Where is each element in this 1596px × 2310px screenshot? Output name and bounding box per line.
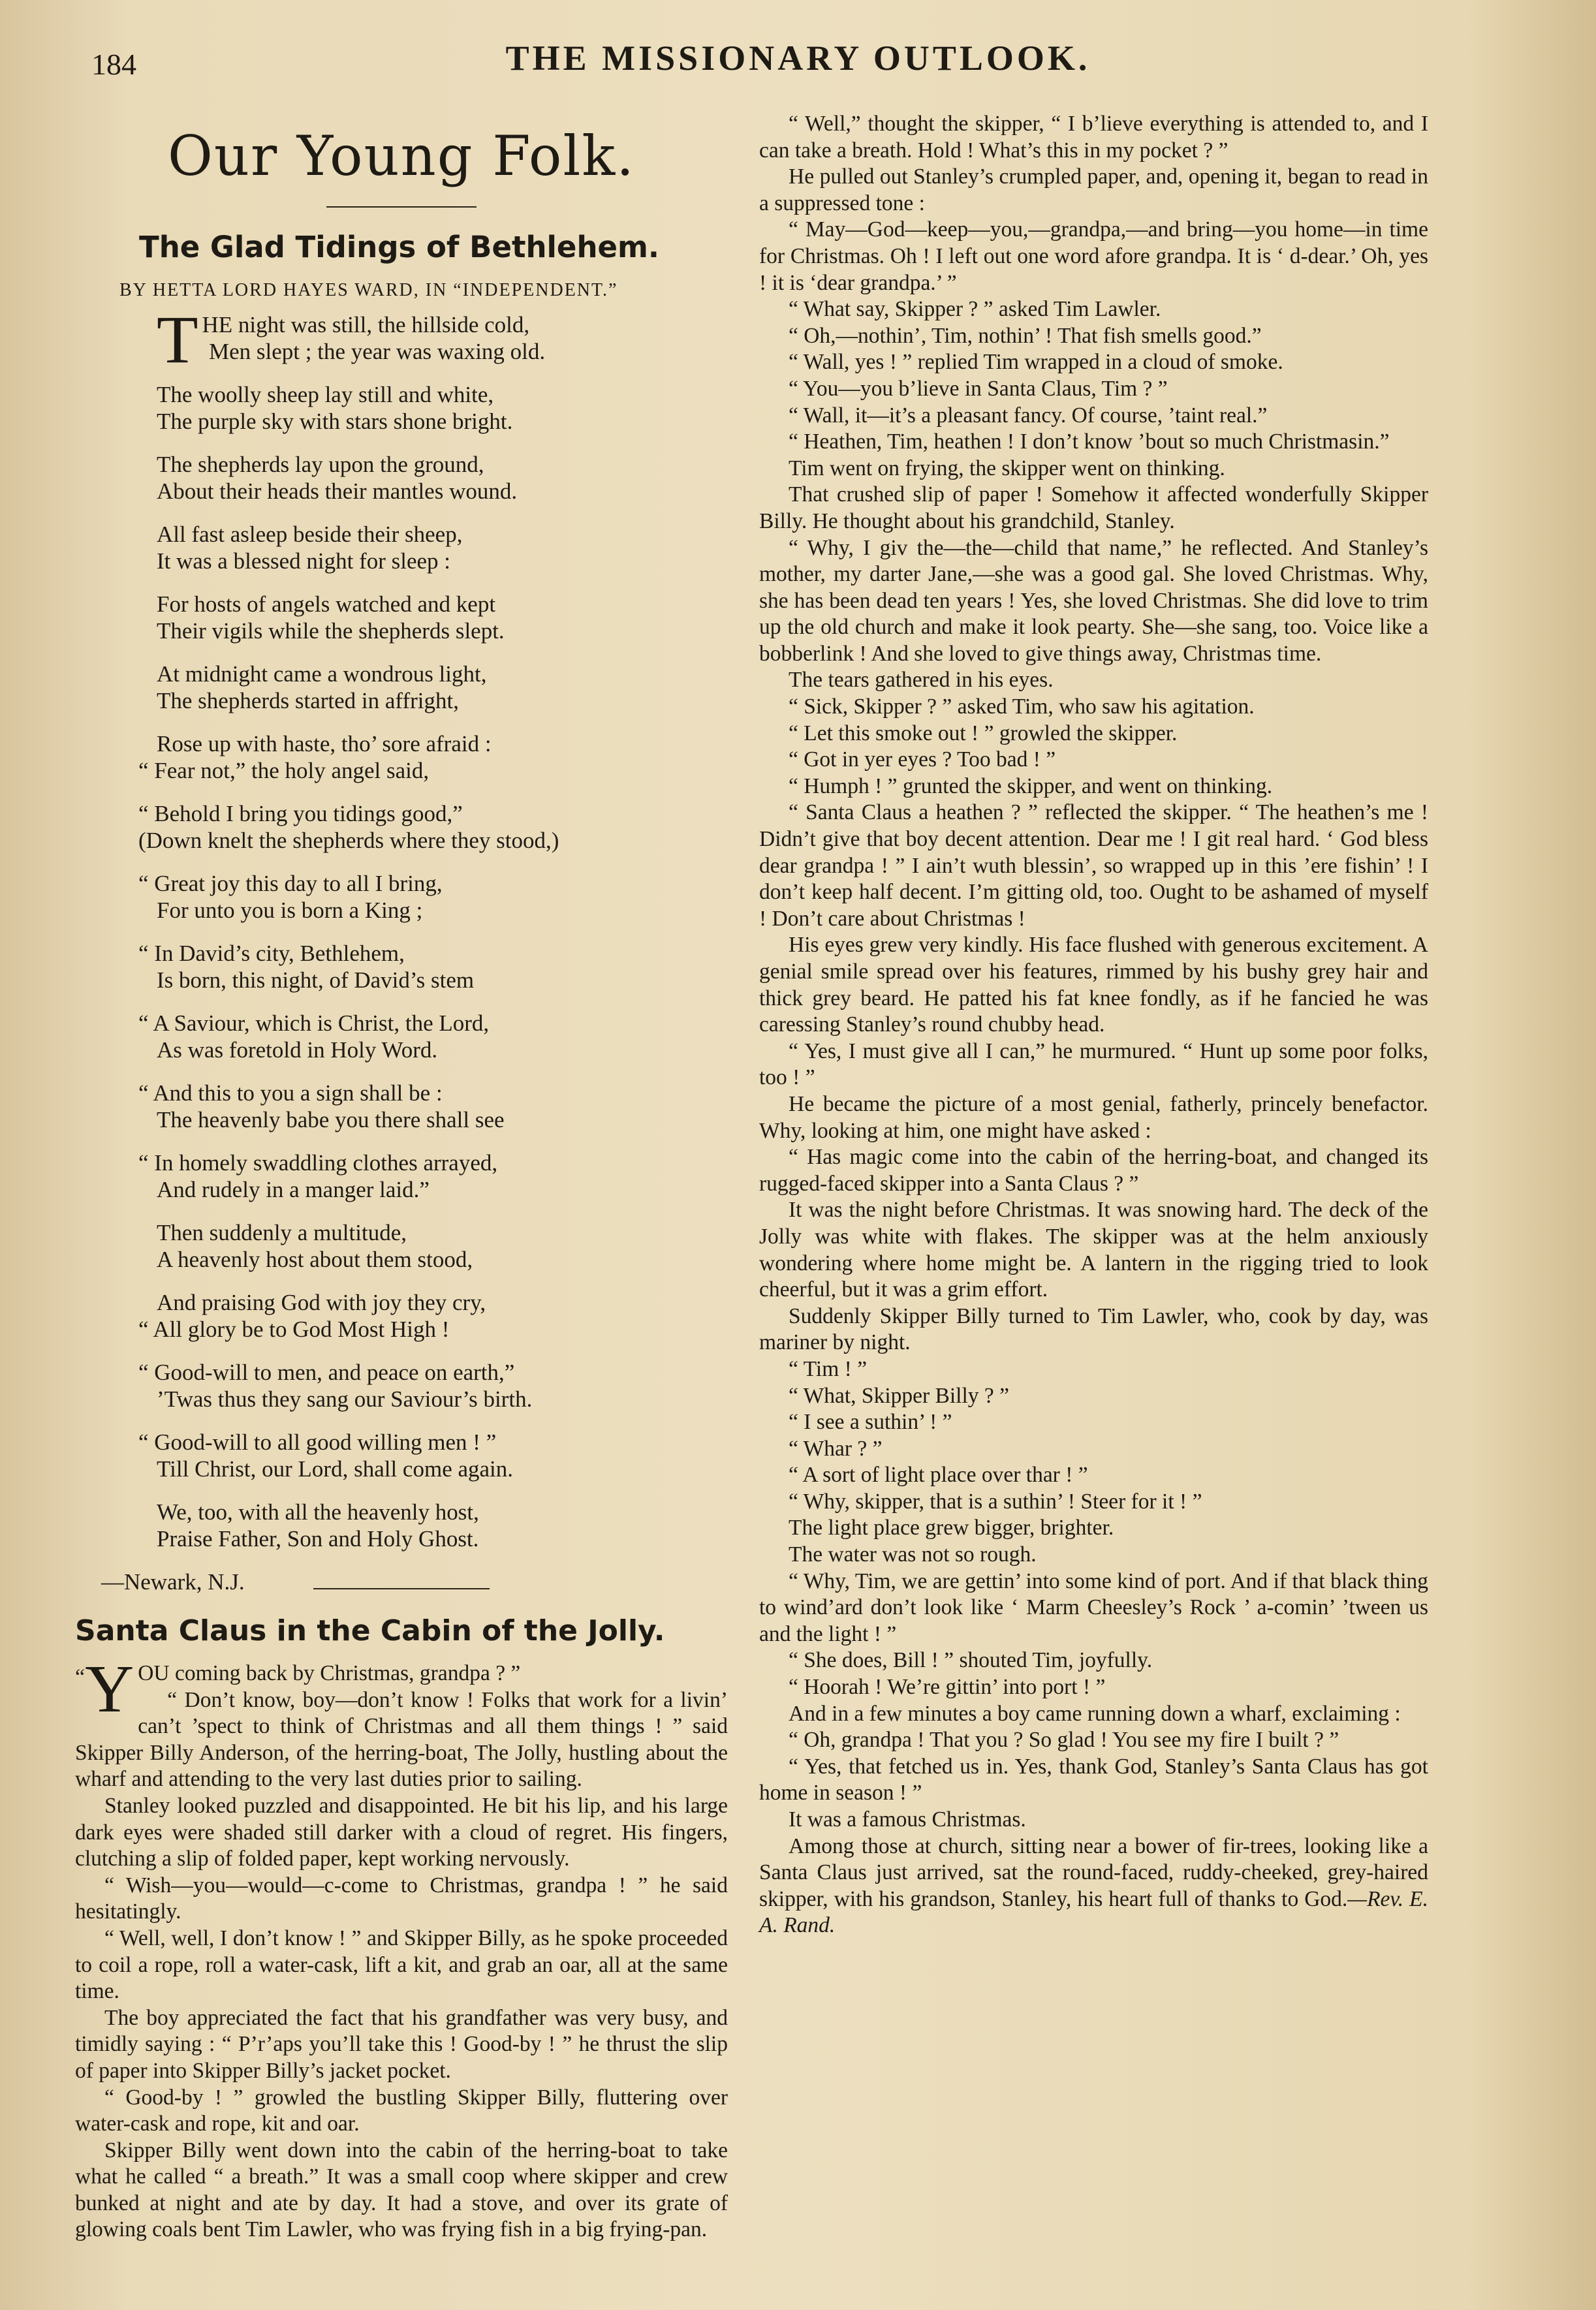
title-rule — [326, 206, 477, 208]
poem-stanza — [138, 1149, 728, 1203]
story-paragraph: “ Why, Tim, we are gettin’ into some kind of port. And if that black thing to wind’ard don’t look like ‘ Marm Cheesley’s Rock ’ a-comin’ ’tween us and the light ! ” — [759, 1569, 1428, 1646]
story-paragraph: “ Heathen, Tim, heathen ! I don’t know ’bout so much Christmasin.” — [789, 429, 1390, 454]
story-paragraph: The light place grew bigger, brighter. — [789, 1516, 1114, 1540]
story-paragraph: “ Oh,—nothin’, Tim, nothin’ ! That fish smells good.” — [789, 323, 1262, 348]
poem-stanza — [138, 870, 728, 924]
poem-line: The purple sky with stars shone bright. — [157, 409, 513, 434]
story-paragraph: “ Good-by ! ” growled the bustling Skipper Billy, fluttering over water-cask and rope, kit and oar. — [75, 2085, 728, 2136]
story-rule — [313, 1588, 490, 1589]
poem-line: And rudely in a manger laid.” — [157, 1177, 430, 1202]
story-paragraph: That crushed slip of paper ! Somehow it affected wonderfully Skipper Billy. He thought about his grandchild, Stanley. — [759, 482, 1428, 533]
poem-line: Till Christ, our Lord, shall come again. — [157, 1456, 514, 1482]
poem-stanza — [157, 1219, 728, 1273]
final-paragraph-text: Among those at church, sitting near a bower of fir-trees, looking like a Santa Claus just arrived, sat the round-faced, ruddy-cheeked, grey-haired skipper, with his grandson, Stanley, his heart full of thanks to God. — [759, 1834, 1428, 1911]
poem-stanza — [157, 661, 728, 714]
poem-line: Is born, this night, of David’s stem — [157, 967, 475, 993]
story-right-text — [759, 111, 1428, 1834]
poem-stanza — [138, 800, 728, 854]
story-paragraph: “ She does, Bill ! ” shouted Tim, joyfully. — [789, 1648, 1153, 1673]
poem-line: It was a blessed night for sleep : — [157, 548, 451, 574]
poem-stanza — [138, 1010, 728, 1063]
story-paragraph-text: OU coming back by Christmas, grandpa ? ” — [138, 1661, 521, 1685]
poem-stanza — [138, 940, 728, 993]
story-paragraph: The tears gathered in his eyes. — [789, 668, 1054, 693]
story-paragraph: “ Why, skipper, that is a suthin’ ! Steer for it ! ” — [789, 1489, 1202, 1514]
poem-line: “ Good-will to all good willing men ! ” — [138, 1429, 497, 1455]
poem-stanza — [157, 381, 728, 435]
story-paragraph: “ You—you b’lieve in Santa Claus, Tim ? ” — [789, 376, 1168, 401]
poem-line: (Down knelt the shepherds where they stood,) — [138, 828, 559, 853]
poem-stanza — [157, 302, 728, 377]
story-paragraph: “ Whar ? ” — [789, 1436, 883, 1461]
poem-stanza — [157, 521, 728, 574]
poem-line: “ Good-will to men, and peace on earth,” — [138, 1360, 515, 1385]
poem-line: “ A Saviour, which is Christ, the Lord, — [138, 1010, 490, 1036]
poem-line: Men slept ; the year was waxing old. — [209, 339, 546, 364]
story-paragraph: “ Has magic come into the cabin of the herring-boat, and changed its rugged-faced skipper into a Santa Claus ? ” — [759, 1145, 1428, 1196]
story-paragraph: Suddenly Skipper Billy turned to Tim Lawler, who, cook by day, was mariner by night. — [759, 1303, 1428, 1355]
story-paragraph: And in a few minutes a boy came running down a wharf, exclaiming : — [789, 1701, 1401, 1726]
poem-line: ’Twas thus they sang our Saviour’s birth. — [157, 1386, 533, 1412]
story-final-paragraph — [759, 1834, 1428, 1939]
page-number: 184 — [91, 48, 136, 81]
story-left-text — [75, 1651, 728, 2243]
poem — [138, 302, 728, 1552]
poem-place: —Newark, N.J. — [101, 1569, 245, 1595]
poem-line: “ In David’s city, Bethlehem, — [138, 941, 405, 966]
poem-line: Their vigils while the shepherds slept. — [157, 618, 505, 644]
opening-quote: “ — [75, 1665, 86, 1689]
poem-stanza — [157, 451, 728, 505]
poem-line: At midnight came a wondrous light, — [157, 661, 487, 687]
story-paragraph: “ Wall, yes ! ” replied Tim wrapped in a cloud of smoke. — [789, 350, 1283, 375]
story-paragraph: “ Don’t know, boy—don’t know ! Folks that work for a livin’ can’t ’spect to think of Christmas and all them things ! ” said Skipper Billy Anderson, of the herring-boat, The Jolly, hustling about the wharf and attending to the very last duties prior to sailing. — [75, 1687, 728, 1792]
section-title: Our Young Folk. — [168, 124, 635, 188]
left-column — [75, 117, 728, 2243]
right-column — [759, 111, 1428, 1939]
story-paragraph: “ Hoorah ! We’re gittin’ into port ! ” — [789, 1675, 1106, 1700]
poem-line: Then suddenly a multitude, — [157, 1220, 407, 1245]
poem-byline: BY HETTA LORD HAYES WARD, IN “INDEPENDENT.” — [119, 280, 618, 300]
story-paragraph — [75, 1651, 728, 1726]
story-paragraph: “ Well,” thought the skipper, “ I b’lieve everything is attended to, and I can take a breath. Hold ! What’s this in my pocket ? ” — [759, 112, 1428, 163]
poem-line: A heavenly host about them stood, — [157, 1247, 473, 1272]
poem-line: As was foretold in Holy Word. — [157, 1037, 438, 1063]
story-paragraph: “ Sick, Skipper ? ” asked Tim, who saw his agitation. — [789, 695, 1255, 719]
story-paragraph: “ May—God—keep—you,—grandpa,—and bring—you home—in time for Christmas. Oh ! I left out one word afore grandpa. It is ‘ d-dear.’ Oh, yes ! it is ‘dear grandpa.’ ” — [759, 217, 1428, 295]
story-paragraph: “ Well, well, I don’t know ! ” and Skipper Billy, as he spoke proceeded to coil a rope, roll a water-cask, lift a kit, and grab an oar, all at the same time. — [75, 1926, 728, 2004]
poem-stanza — [138, 1429, 728, 1482]
story-paragraph: His eyes grew very kindly. His face flushed with generous excitement. A genial smile spread over his features, rimmed by his bushy grey hair and thick grey beard. He patted his fat knee fondly, as if he fancied he was caressing Stanley’s round chubby head. — [759, 933, 1428, 1037]
story-paragraph: “ Humph ! ” grunted the skipper, and went on thinking. — [789, 773, 1273, 798]
story-paragraph: “ Let this smoke out ! ” growled the skipper. — [789, 721, 1178, 745]
story-paragraph: “ Wish—you—would—c-come to Christmas, grandpa ! ” he said hesitatingly. — [75, 1873, 728, 1924]
story-paragraph: The boy appreciated the fact that his grandfather was very busy, and timidly saying : “ P’r’aps you’ll take this ! Good-by ! ” he thrust the slip of paper into Skipper Billy’s jacket pocket. — [75, 2005, 728, 2083]
poem-line: All fast asleep beside their sheep, — [157, 522, 463, 547]
running-title: THE MISSIONARY OUTLOOK. — [505, 39, 1091, 78]
poem-stanza — [138, 730, 728, 784]
story-paragraph: “ Santa Claus a heathen ? ” reflected the skipper. “ The heathen’s me ! Didn’t give that boy decent attention. Dear me ! I git real hard. ‘ God bless dear grandpa ! ” I ain’t wuth blessin’, so wrapped up in this ’ere fishin’ ! I don’t keep half decent. I’m gitting old, too. Ought to be ashamed of myself ! Don’t care about Christmas ! — [759, 800, 1428, 931]
poem-line: The shepherds lay upon the ground, — [157, 452, 484, 477]
poem-line: The woolly sheep lay still and white, — [157, 382, 494, 407]
poem-line: “ In homely swaddling clothes arrayed, — [138, 1150, 498, 1176]
story-title: Santa Claus in the Cabin of the Jolly. — [75, 1614, 665, 1647]
poem-line: We, too, with all the heavenly host, — [157, 1499, 479, 1525]
story-paragraph: “ Why, I giv the—the—child that name,” he reflected. And Stanley’s mother, my darter Jane,—she was a good gal. She loved Christmas. Why, she has been dead ten years ! Yes, she loved Christmas. She did love to trim up the old church and make it look pearty. She—she sang, too. Voice like a bobberlink ! And she loved to give things away, Christmas time. — [759, 535, 1428, 666]
story-paragraph: Skipper Billy went down into the cabin of the herring-boat to take what he called “ a breath.” It was a small coop where skipper and crew bunked at night and ate by day. It had a stove, and over its grate of glowing coals bent Tim Lawler, who was frying fish in a big frying-pan. — [75, 2138, 728, 2242]
poem-line: For unto you is born a King ; — [157, 897, 423, 923]
story-paragraph: “ Oh, grandpa ! That you ? So glad ! You see my fire I built ? ” — [789, 1728, 1339, 1753]
story-author: —Rev. E. A. Rand. — [759, 1886, 1428, 1938]
poem-line: About their heads their mantles wound. — [157, 478, 518, 504]
story-paragraph: “ What say, Skipper ? ” asked Tim Lawler. — [789, 297, 1161, 322]
poem-line: “ And this to you a sign shall be : — [138, 1080, 443, 1106]
story-paragraph: “ Tim ! ” — [789, 1356, 868, 1381]
poem-stanza — [157, 1499, 728, 1552]
poem-line: Rose up with haste, tho’ sore afraid : — [157, 731, 492, 757]
poem-stanza — [138, 1359, 728, 1413]
poem-line: “ Behold I bring you tidings good,” — [138, 801, 463, 826]
poem-line: The heavenly babe you there shall see — [157, 1107, 505, 1132]
story-paragraph: He pulled out Stanley’s crumpled paper, and, opening it, began to read in a suppressed tone : — [759, 164, 1428, 215]
story-paragraph: It was a famous Christmas. — [789, 1807, 1026, 1832]
poem-line: “ All glory be to God Most High ! — [138, 1317, 450, 1342]
poem-title: The Glad Tidings of Bethlehem. — [139, 230, 659, 264]
story-paragraph: “ I see a suthin’ ! ” — [789, 1410, 952, 1435]
story-paragraph: He became the picture of a most genial, fatherly, princely benefactor. Why, looking at him, one might have asked : — [759, 1091, 1428, 1143]
poem-stanza — [138, 1289, 728, 1343]
poem-stanza — [138, 1080, 728, 1133]
story-paragraph: Tim went on frying, the skipper went on thinking. — [789, 456, 1225, 480]
poem-line: “ Fear not,” the holy angel said, — [138, 758, 430, 783]
poem-line: And praising God with joy they cry, — [157, 1290, 486, 1315]
story-paragraph: It was the night before Christmas. It was snowing hard. The deck of the Jolly was white with flakes. The skipper was at the helm anxiously wondering where home might be. A lantern in the rigging tried to look cheerful, but it was a grim effort. — [759, 1198, 1428, 1302]
poem-line: For hosts of angels watched and kept — [157, 591, 496, 617]
story-drop-cap: Y — [85, 1651, 134, 1726]
story-paragraph: “ What, Skipper Billy ? ” — [789, 1383, 1010, 1408]
poem-line: Praise Father, Son and Holy Ghost. — [157, 1526, 479, 1552]
story-paragraph: “ Got in yer eyes ? Too bad ! ” — [789, 747, 1056, 772]
poem-line: “ Great joy this day to all I bring, — [138, 871, 443, 896]
poem-line-text: HE night was still, the hillside cold, — [202, 312, 530, 337]
story-paragraph: “ Yes, that fetched us in. Yes, thank God, Stanley’s Santa Claus has got home in season ! ” — [759, 1754, 1428, 1805]
poem-line: The shepherds started in affright, — [157, 688, 459, 713]
poem-stanza — [157, 591, 728, 644]
story-paragraph: “ Wall, it—it’s a pleasant fancy. Of course, ’taint real.” — [789, 403, 1268, 428]
story-paragraph: The water was not so rough. — [789, 1542, 1037, 1567]
story-paragraph: “ Yes, I must give all I can,” he murmured. “ Hunt up some poor folks, too ! ” — [759, 1038, 1428, 1090]
story-paragraph: Stanley looked puzzled and disappointed. He bit his lip, and his large dark eyes were shaded still darker with a cloud of regret. His fingers, clutching a slip of folded paper, kept working nervously. — [75, 1793, 728, 1871]
story-paragraph: “ A sort of light place over thar ! ” — [789, 1463, 1088, 1488]
poem-drop-cap: T — [157, 302, 198, 377]
